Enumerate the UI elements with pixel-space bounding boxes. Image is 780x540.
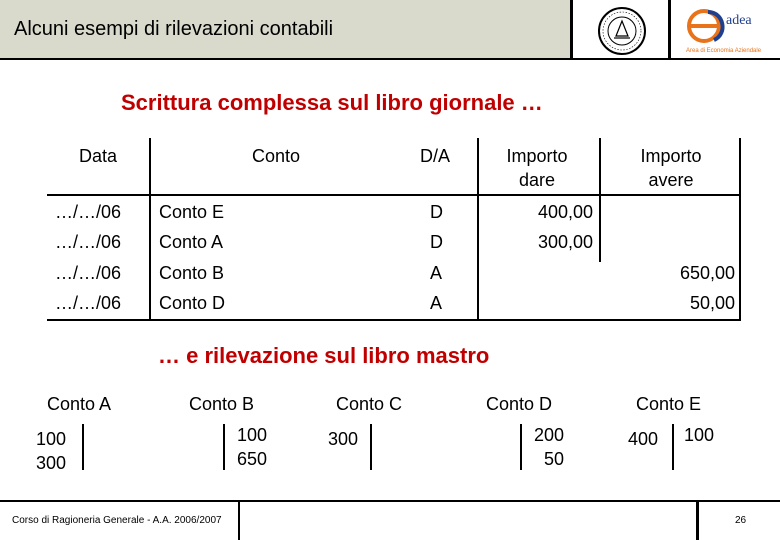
table-divider — [477, 138, 479, 321]
row-account: Conto D — [159, 293, 226, 313]
col-header-da: D/A — [419, 146, 450, 166]
col-header-avere-label: Importo avere — [640, 146, 702, 190]
ledger-account-name: Conto E — [636, 394, 702, 414]
ledger-dare-value: 300 — [328, 429, 359, 449]
col-header-dare — [479, 144, 595, 192]
ledger-avere-value: 650 — [237, 449, 268, 469]
col-header-avere — [601, 144, 741, 192]
slide-title: Alcuni esempi di rilevazioni contabili — [14, 18, 334, 40]
row-date: …/…/06 — [55, 202, 122, 222]
ledger-avere-value: 50 — [544, 449, 565, 469]
header-rule — [570, 58, 780, 60]
ledger-account-name: Conto D — [486, 394, 553, 414]
page-number: 26 — [735, 515, 747, 526]
university-seal-icon — [594, 6, 650, 56]
journal-heading: Scrittura complessa sul libro giornale … — [121, 90, 543, 115]
row-date: …/…/06 — [55, 293, 122, 313]
ledger-avere-value: 200 — [534, 425, 565, 445]
col-header-dare-label: Importo dare — [506, 146, 568, 190]
row-account: Conto E — [159, 202, 225, 222]
table-divider — [599, 138, 601, 262]
header-divider — [570, 0, 573, 60]
t-account-line — [82, 424, 84, 470]
ledger-dare-value: 400 — [628, 429, 659, 449]
logo-text: adea — [726, 13, 752, 28]
adea-logo — [680, 4, 776, 56]
row-avere: 50,00 — [689, 293, 735, 313]
t-account-line — [223, 424, 225, 470]
ledger-dare-value: 300 — [36, 453, 67, 473]
footer-divider — [238, 500, 240, 540]
row-da: A — [430, 263, 443, 283]
ledger-dare-value: 100 — [36, 429, 67, 449]
row-avere: 650,00 — [679, 263, 735, 283]
ledger-avere-value: 100 — [684, 425, 715, 445]
ledger-account-name: Conto C — [336, 394, 403, 414]
table-rule — [47, 319, 741, 321]
row-account: Conto A — [159, 232, 224, 252]
row-dare: 300,00 — [537, 232, 593, 252]
slide-header — [0, 0, 780, 60]
table-divider — [739, 138, 741, 321]
t-account-line — [520, 424, 522, 470]
footer-rule — [0, 500, 780, 502]
logo-subtitle: Area di Economia Aziendale — [686, 48, 762, 54]
col-header-conto: Conto — [251, 146, 301, 166]
row-date: …/…/06 — [55, 232, 122, 252]
row-da: D — [430, 232, 443, 252]
header-divider — [668, 0, 671, 60]
row-da: D — [430, 202, 443, 222]
row-dare: 400,00 — [537, 202, 593, 222]
journal-table — [47, 138, 741, 321]
t-account-line — [672, 424, 674, 470]
ledger-account-name: Conto B — [189, 394, 255, 414]
ledger-heading: … e rilevazione sul libro mastro — [158, 343, 490, 368]
ledger-account-name: Conto A — [47, 394, 112, 414]
row-account: Conto B — [159, 263, 225, 283]
footer-course: Corso di Ragioneria Generale - A.A. 2006/2007 — [12, 515, 222, 526]
table-divider — [149, 138, 151, 321]
ledger-avere-value: 100 — [237, 425, 268, 445]
row-da: A — [430, 293, 443, 313]
footer-divider — [696, 500, 699, 540]
row-date: …/…/06 — [55, 263, 122, 283]
table-rule — [47, 194, 741, 196]
col-header-data: Data — [78, 146, 118, 166]
t-account-line — [370, 424, 372, 470]
